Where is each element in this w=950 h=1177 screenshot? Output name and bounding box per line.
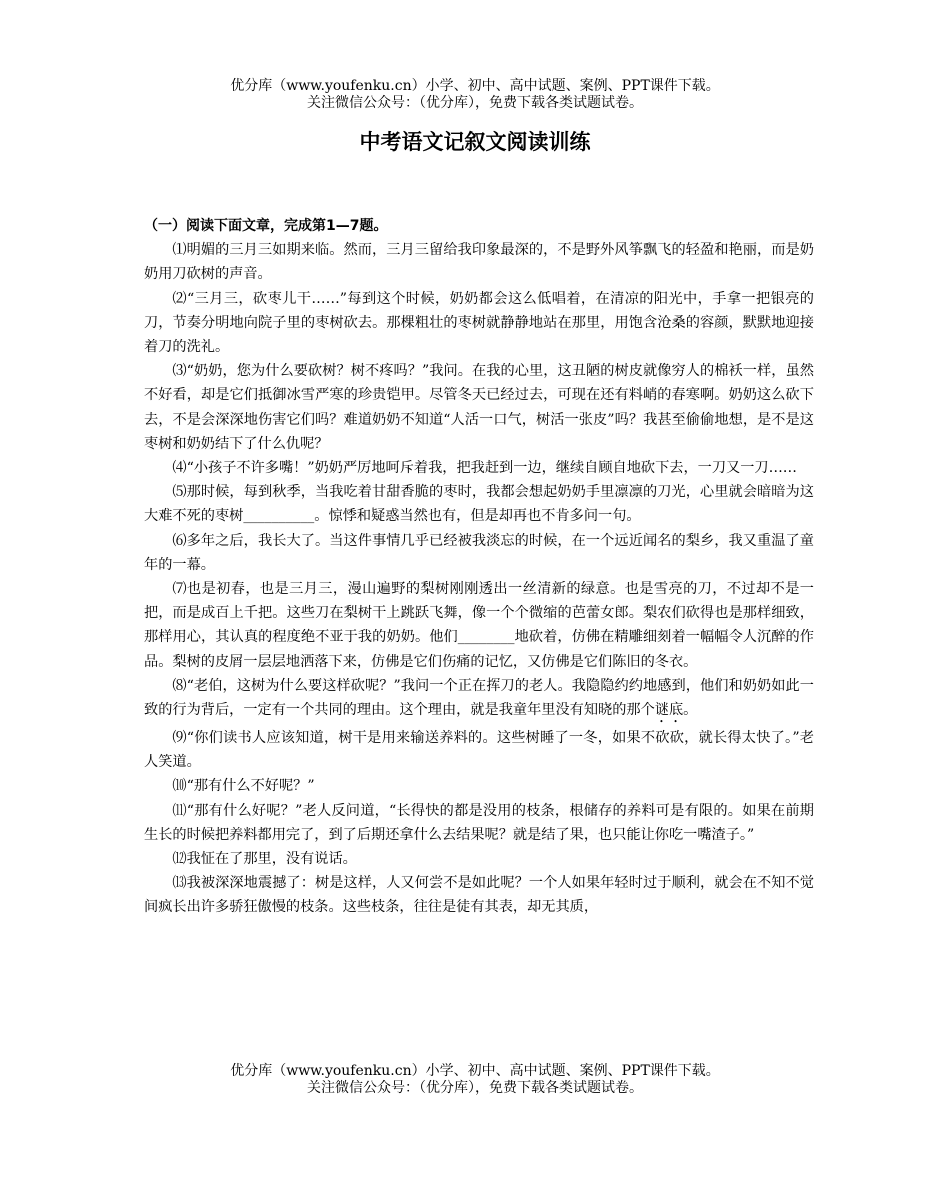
paragraph-8-end: 。 xyxy=(683,702,698,719)
section-heading: （一）阅读下面文章，完成第1—7题。 xyxy=(144,218,388,234)
article-body xyxy=(144,214,814,920)
header-line-1: 优分库（www.youfenku.cn）小学、初中、高中试题、案例、PPT课件下载。 xyxy=(230,78,720,94)
paragraph-10: ⑽“那有什么不好呢？” xyxy=(172,778,315,795)
paragraph-4: ⑷“小孩子不许多嘴！”奶奶严厉地呵斥着我，把我赶到一边，继续自顾自地砍下去，一刀又一刀…… xyxy=(172,460,797,477)
paragraph-2: ⑵“三月三，砍枣儿干……”每到这个时候，奶奶都会这么低唱着，在清凉的阳光中，手拿一把银亮的刀，节奏分明地向院子里的枣树砍去。那棵粗壮的枣树就静静地站在那里，用饱含沧桑的容颜，默默地迎接着刀的洗礼。 xyxy=(144,290,814,356)
paragraph-9: ⑼“你们读书人应该知道，树干是用来输送养料的。这些树睡了一冬，如果不砍砍，就长得太快了。”老人笑道。 xyxy=(144,730,814,771)
page-footer xyxy=(0,1063,950,1097)
paragraph-7: ⑺也是初春，也是三月三，漫山遍野的梨树刚刚透出一丝清新的绿意。也是雪亮的刀，不过却不是一把，而是成百上千把。这些刀在梨树干上跳跃飞舞，像一个个微缩的芭蕾女郎。梨农们砍得也是那样细致，那样用心，其认真的程度绝不亚于我的奶奶。他们________地砍着，仿佛在精雕细刻着一幅幅令人沉醉的作品。梨树的皮屑一层层地洒落下来，仿佛是它们伤痛的记忆，又仿佛是它们陈旧的冬衣。 xyxy=(144,581,814,670)
page-title: 中考语文记叙文阅读训练 xyxy=(359,130,591,154)
header-line-2: 关注微信公众号：（优分库），免费下载各类试题试卷。 xyxy=(307,95,643,111)
paragraph-11: ⑾“那有什么好呢？”老人反问道，“长得快的都是没用的枝条，根储存的养料可是有限的。如果在前期生长的时候把养料都用完了，到了后期还拿什么去结果呢？就是结了果，也只能让你吃一嘴渣子。” xyxy=(144,802,814,843)
paragraph-8 xyxy=(144,674,814,726)
emphasized-word: 谜底 xyxy=(654,702,684,719)
paragraph-6: ⑹多年之后，我长大了。当这件事情几乎已经被我淡忘的时候，在一个远近闻名的梨乡，我又重温了童年的一幕。 xyxy=(144,532,814,573)
page-header xyxy=(0,78,950,112)
paragraph-12: ⑿我怔在了那里，没有说话。 xyxy=(172,851,357,868)
paragraph-8-text: ⑻“老伯，这树为什么要这样砍呢？”我问一个正在挥刀的老人。我隐隐约约地感到，他们和奶奶如此一致的行为背后，一定有一个共同的理由。这个理由，就是我童年里没有知晓的那个 xyxy=(144,677,814,719)
footer-line-2: 关注微信公众号：（优分库），免费下载各类试题试卷。 xyxy=(307,1080,643,1096)
footer-line-1: 优分库（www.youfenku.cn）小学、初中、高中试题、案例、PPT课件下载。 xyxy=(230,1063,720,1079)
paragraph-5: ⑸那时候，每到秋季，当我吃着甘甜香脆的枣时，我都会想起奶奶手里凛凛的刀光，心里就会暗暗为这大难不死的枣树__________。惊悸和疑惑当然也有，但是却再也不肯多问一句。 xyxy=(144,484,814,525)
paragraph-13: ⒀我被深深地震撼了：树是这样，人又何尝不是如此呢？一个人如果年轻时过于顺利，就会在不知不觉间疯长出许多骄狂傲慢的枝条。这些枝条，往往是徒有其表，却无其质， xyxy=(144,875,814,916)
paragraph-3: ⑶“奶奶，您为什么要砍树？树不疼吗？”我问。在我的心里，这丑陋的树皮就像穷人的棉袄一样，虽然不好看，却是它们抵御冰雪严寒的珍贵铠甲。尽管冬天已经过去，可现在还有料峭的春寒啊。奶奶这么砍下去，不是会深深地伤害它们吗？难道奶奶不知道“人活一口气，树活一张皮”吗？我甚至偷偷地想，是不是这枣树和奶奶结下了什么仇呢？ xyxy=(144,363,814,452)
paragraph-1: ⑴明媚的三月三如期来临。然而，三月三留给我印象最深的，不是野外风筝飘飞的轻盈和艳丽，而是奶奶用刀砍树的声音。 xyxy=(144,242,814,283)
